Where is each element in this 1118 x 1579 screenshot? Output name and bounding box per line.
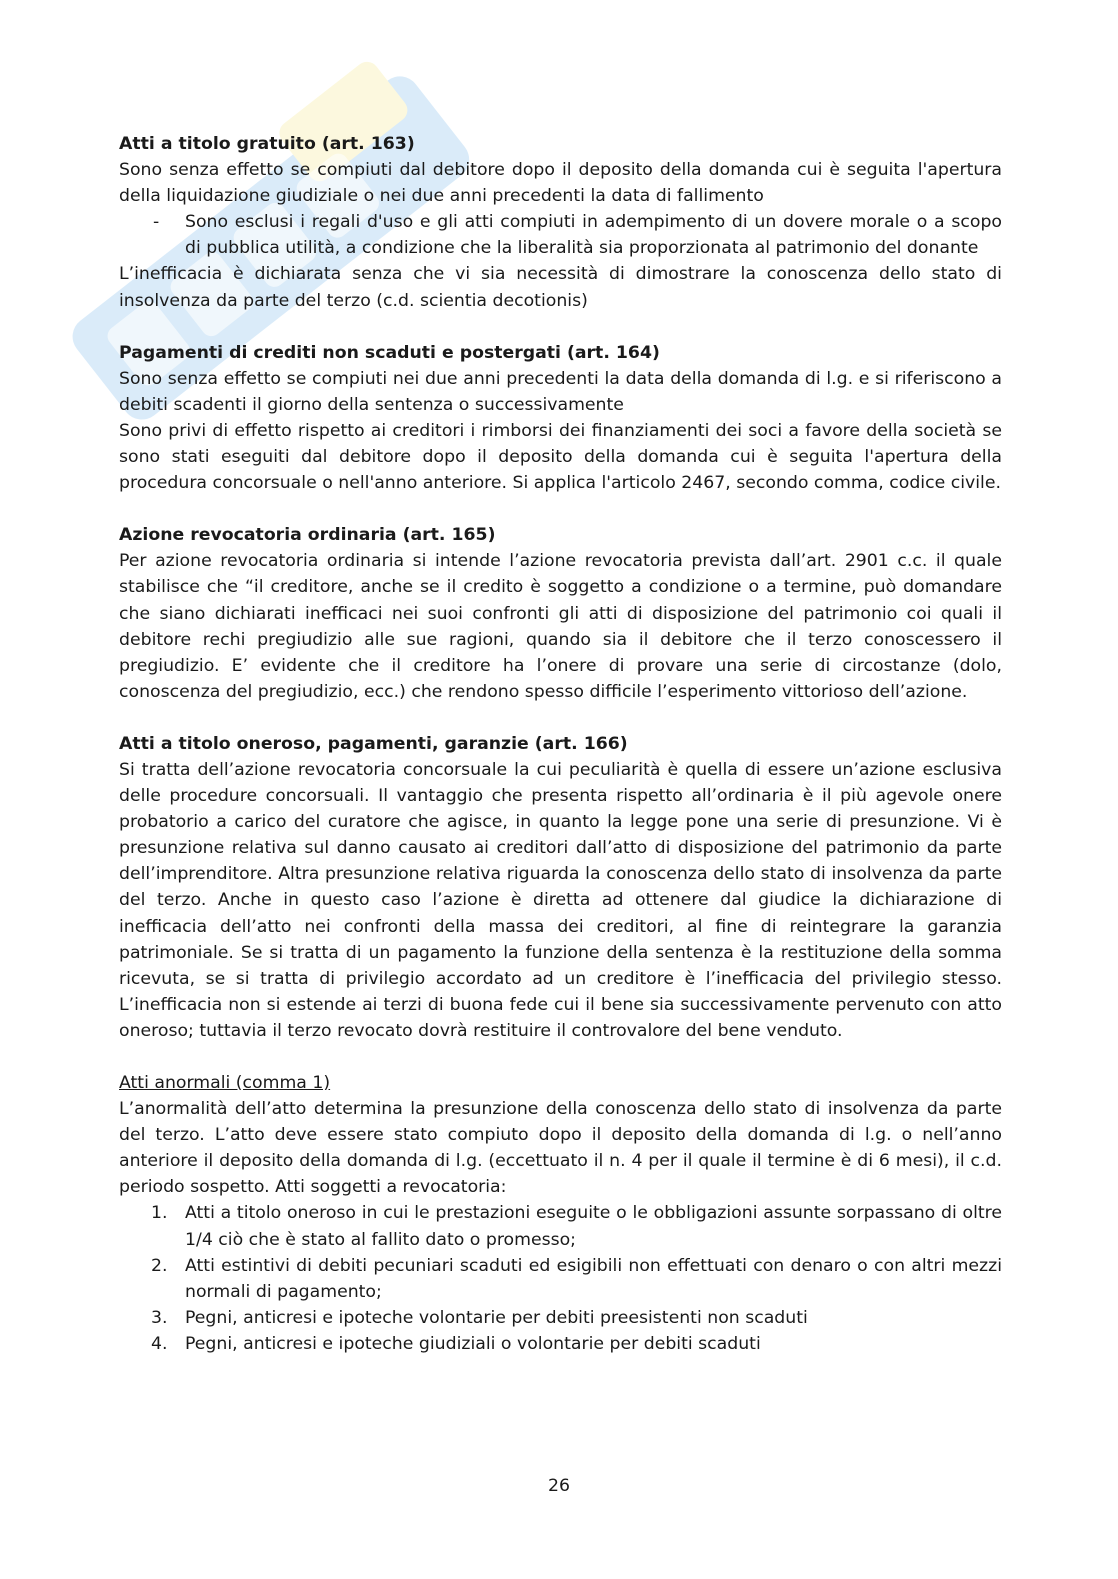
paragraph: Sono privi di effetto rispetto ai creditori i rimborsi dei finanziamenti dei soci a favore della società se sono stati eseguiti dal debitore dopo il deposito della domanda cui è seguita l'apertura della procedura concorsuale o nell'anno anteriore. Si applica l'articolo 2467, secondo comma, codice civile. xyxy=(119,420,1002,494)
list-text: Atti estintivi di debiti pecuniari scaduti ed esigibili non effettuati con denaro o con altri mezzi normali di pagamento; xyxy=(185,1255,1002,1302)
list-number: 1. xyxy=(151,1203,168,1224)
paragraph: Si tratta dell’azione revocatoria concorsuale la cui peculiarità è quella di essere un’azione esclusiva delle procedure concorsuali. Il vantaggio che presenta rispetto all’ordinaria è il più agevole onere probatorio a carico del curatore che agisce, in quanto la legge pone una serie di presunzione. Vi è presunzione relativa sul danno causato ai creditori dall’atto di disposizione del patrimonio da parte dell’imprenditore. Altra presunzione relativa riguarda la conoscenza dello stato di insolvenza da parte del terzo. Anche in questo caso l’azione è diretta ad ottenere dal giudice la dichiarazione di inefficacia dell’atto nei confronti della massa dei creditori, al fine di reintegrare la garanzia patrimoniale. Se si tratta di un pagamento la funzione della sentenza è la restituzione della somma ricevuta, se si tratta di privilegio accordato ad un creditore è l’inefficacia del privilegio stesso. L’inefficacia non si estende ai terzi di buona fede cui il bene sia successivamente pervenuto con atto oneroso; tuttavia il terzo revocato dovrà restituire il controvalore del bene venduto. xyxy=(119,759,1002,1041)
list-item xyxy=(119,1253,1002,1305)
paragraph: Sono senza effetto se compiuti nei due anni precedenti la data della domanda di l.g. e si riferiscono a debiti scadenti il giorno della sentenza o successivamente xyxy=(119,368,1002,415)
dash-list xyxy=(119,209,1002,261)
list-text: Pegni, anticresi e ipoteche giudiziali o volontarie per debiti scaduti xyxy=(185,1333,761,1354)
section-heading: Azione revocatoria ordinaria (art. 165) xyxy=(119,525,496,546)
section-heading: Pagamenti di crediti non scaduti e postergati (art. 164) xyxy=(119,342,660,363)
list-item xyxy=(119,1200,1002,1252)
list-item xyxy=(119,1305,1002,1331)
numbered-list xyxy=(119,1200,1002,1357)
section-heading: Atti a titolo gratuito (art. 163) xyxy=(119,134,415,154)
subsection-heading: Atti anormali (comma 1) xyxy=(119,1073,331,1093)
list-text: Atti a titolo oneroso in cui le prestazioni eseguite o le obbligazioni assunte sorpassano di oltre 1/4 ciò che è stato al fallito dato o promesso; xyxy=(185,1203,1002,1250)
list-item: - Sono esclusi i regali d'uso e gli atti compiuti in adempimento di un dovere morale o a scopo di pubblica utilità, a condizione che la liberalità sia proporzionata al patrimonio del donante xyxy=(119,209,1002,261)
paragraph: L’inefficacia è dichiarata senza che vi sia necessità di dimostrare la conoscenza dello stato di insolvenza da parte del terzo (c.d. scientia decotionis) xyxy=(119,264,1002,311)
list-number: 3. xyxy=(151,1307,168,1328)
paragraph: Per azione revocatoria ordinaria si intende l’azione revocatoria prevista dall’art. 2901 c.c. il quale stabilisce che “il creditore, anche se il credito è soggetto a condizione o a termine, può domandare che siano dichiarati inefficaci nei suoi confronti gli atti di disposizione del patrimonio coi quali il debitore rechi pregiudizio alle sue ragioni, quando sia il debitore che il terzo conoscessero il pregiudizio. E’ evidente che il creditore ha l’onere di provare una serie di circostanze (dolo, conoscenza del pregiudizio, ecc.) che rendono spesso difficile l’esperimento vittorioso dell’azione. xyxy=(119,551,1002,702)
paragraph: L’anormalità dell’atto determina la presunzione della conoscenza dello stato di insolvenza da parte del terzo. L’atto deve essere stato compiuto dopo il deposito della domanda di l.g. o nell’anno anteriore il deposito della domanda di l.g. (eccettuato il n. 4 per il quale il termine è di 6 mesi), il c.d. periodo sospetto. Atti soggetti a revocatoria: xyxy=(119,1099,1002,1198)
document-page xyxy=(119,131,1002,1357)
list-text: Pegni, anticresi e ipoteche volontarie per debiti preesistenti non scaduti xyxy=(185,1307,808,1328)
list-number: 2. xyxy=(151,1255,168,1276)
list-item xyxy=(119,1331,1002,1357)
list-number: 4. xyxy=(151,1333,168,1354)
section-heading: Atti a titolo oneroso, pagamenti, garanzie (art. 166) xyxy=(119,733,628,754)
paragraph: Sono senza effetto se compiuti dal debitore dopo il deposito della domanda cui è seguita l'apertura della liquidazione giudiziale o nei due anni precedenti la data di fallimento xyxy=(119,160,1002,207)
page-number: 26 xyxy=(548,1476,570,1496)
